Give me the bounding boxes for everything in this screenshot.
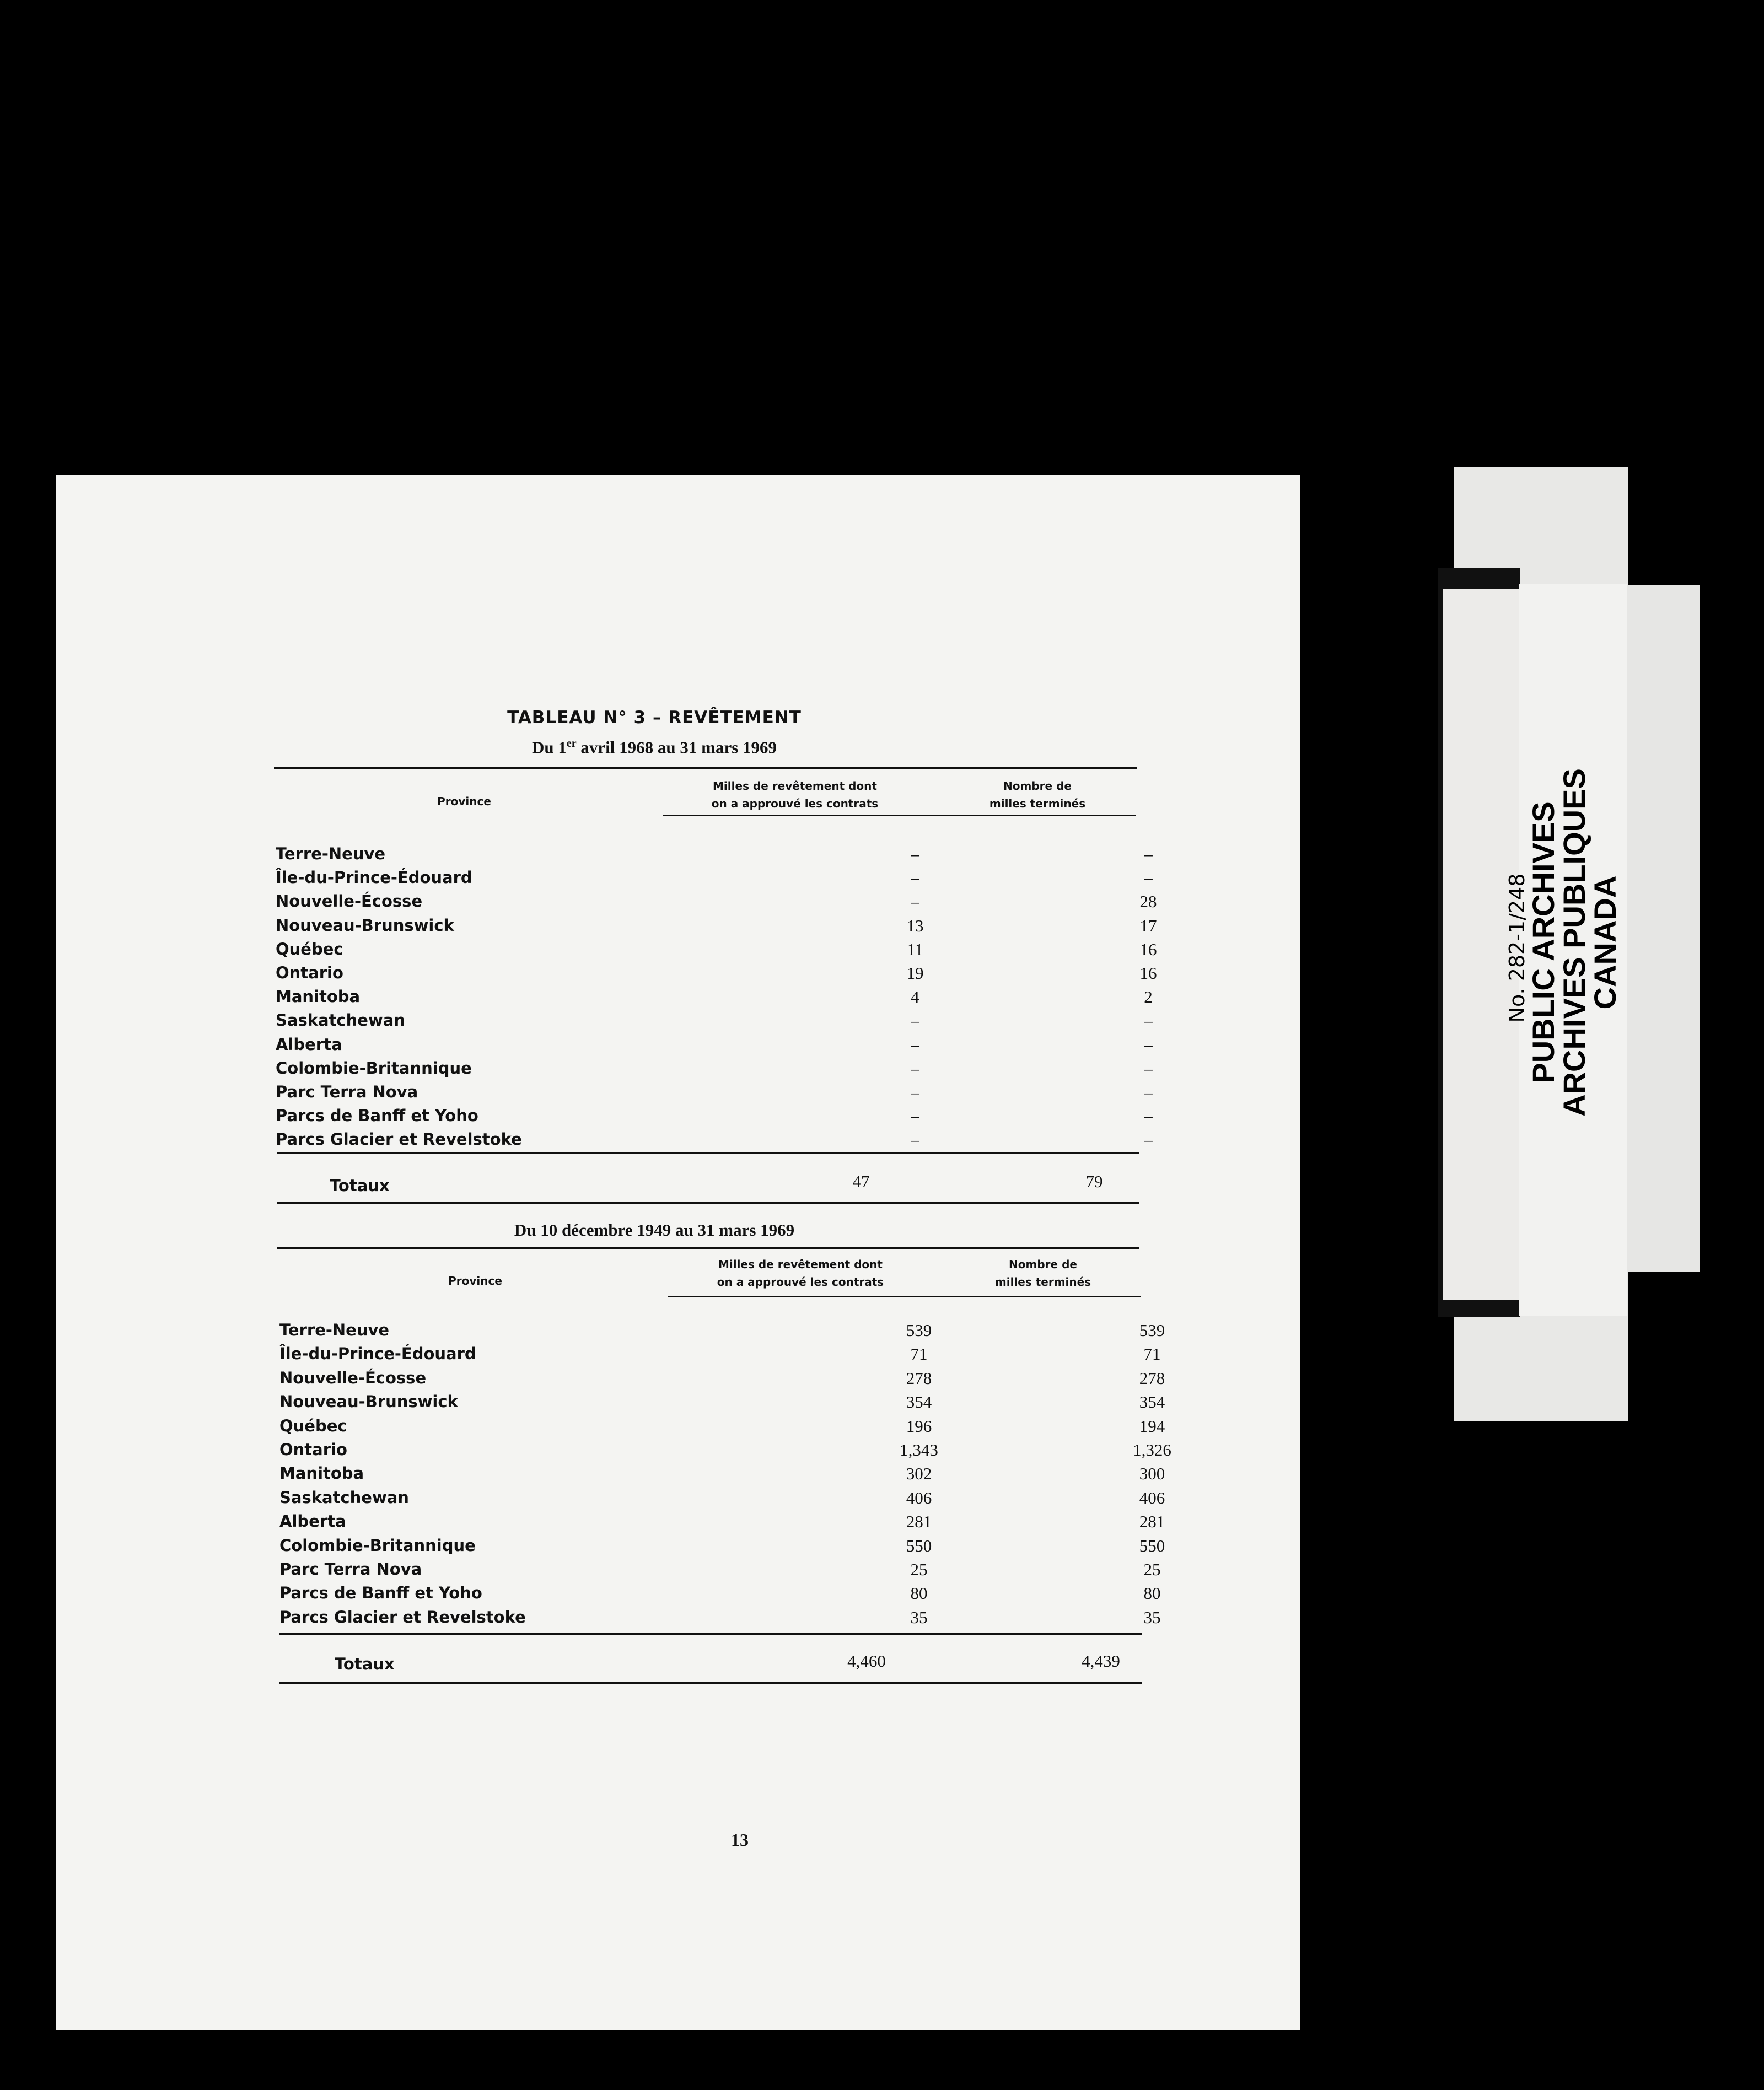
- completed-cell: –: [1144, 1082, 1153, 1102]
- table1-period-prefix: Du 1: [531, 737, 567, 757]
- completed-cell: 354: [1139, 1392, 1165, 1412]
- province-cell: Parc Terra Nova: [276, 1082, 418, 1101]
- contracts-cell: 302: [906, 1464, 932, 1484]
- table-row: [276, 939, 1157, 962]
- province-cell: Colombie-Britannique: [276, 1058, 472, 1078]
- table1-header-province: Province: [437, 795, 491, 808]
- table-row: [276, 963, 1157, 985]
- archive-card-side: [1627, 585, 1700, 1272]
- page-number: 13: [731, 1830, 749, 1850]
- province-cell: Québec: [279, 1416, 347, 1435]
- completed-cell: –: [1144, 1058, 1153, 1078]
- contracts-cell: 13: [906, 915, 924, 935]
- province-cell: Parcs Glacier et Revelstoke: [276, 1130, 522, 1149]
- province-cell: Manitoba: [276, 987, 361, 1006]
- province-cell: Saskatchewan: [279, 1488, 409, 1507]
- contracts-cell: –: [911, 1011, 919, 1031]
- contracts-cell: 354: [906, 1392, 932, 1412]
- table-row: [276, 1011, 1153, 1033]
- completed-cell: 25: [1143, 1560, 1161, 1579]
- table1-header-completed: [960, 777, 1115, 812]
- table2-period: Du 10 décembre 1949 au 31 mars 1969: [514, 1220, 795, 1240]
- table-row: [276, 1082, 1153, 1105]
- table1-top-rule: [274, 767, 1137, 769]
- contracts-cell: 1,343: [900, 1440, 938, 1459]
- table1-header-contracts-line2: on a approuvé les contrats: [711, 797, 879, 810]
- completed-cell: 80: [1143, 1583, 1161, 1603]
- contracts-cell: –: [911, 1058, 919, 1078]
- table-row: [276, 1058, 1153, 1081]
- table1-header-contracts-line1: Milles de revêtement dont: [713, 779, 877, 793]
- province-cell: Île-du-Prince-Édouard: [279, 1344, 476, 1364]
- table2-totals-completed: 4,439: [1082, 1651, 1120, 1671]
- table-row: [279, 1344, 1161, 1366]
- contracts-cell: –: [911, 1130, 919, 1150]
- table1-period-sup: er: [566, 737, 577, 750]
- archive-line3: CANADA: [1588, 875, 1622, 1010]
- contracts-cell: 550: [906, 1536, 932, 1555]
- completed-cell: 28: [1139, 892, 1157, 912]
- province-cell: Terre-Neuve: [276, 844, 386, 863]
- province-cell: Colombie-Britannique: [279, 1536, 476, 1555]
- table2-header-contracts-line2: on a approuvé les contrats: [717, 1275, 884, 1289]
- completed-cell: –: [1144, 1106, 1153, 1126]
- table1-header-completed-line1: Nombre de: [1003, 779, 1072, 793]
- completed-cell: 550: [1139, 1536, 1165, 1555]
- completed-cell: 16: [1139, 963, 1157, 983]
- table2-bottom-rule: [279, 1682, 1142, 1684]
- contracts-cell: –: [911, 844, 919, 864]
- table-row: [279, 1512, 1165, 1534]
- contracts-cell: 35: [910, 1607, 928, 1627]
- completed-cell: –: [1144, 1130, 1153, 1150]
- archive-number: No. 282-1/248: [1505, 873, 1529, 1023]
- table1-totals-completed: 79: [1085, 1172, 1103, 1191]
- contracts-cell: 539: [906, 1321, 932, 1340]
- province-cell: Saskatchewan: [276, 1011, 405, 1030]
- completed-cell: 35: [1143, 1607, 1161, 1627]
- contracts-cell: –: [911, 1035, 919, 1054]
- completed-cell: 71: [1143, 1344, 1161, 1364]
- table1-header-completed-line2: milles terminés: [989, 797, 1086, 810]
- contracts-cell: –: [911, 868, 919, 888]
- table2-header-contracts-line1: Milles de revêtement dont: [718, 1258, 883, 1271]
- table-row: [279, 1416, 1165, 1439]
- province-cell: Parc Terra Nova: [279, 1560, 422, 1579]
- table1-period-suffix: avril 1968 au 31 mars 1969: [576, 737, 777, 757]
- completed-cell: 16: [1139, 939, 1157, 959]
- table2-header-completed-line1: Nombre de: [1009, 1258, 1077, 1271]
- contracts-cell: 11: [907, 939, 923, 959]
- province-cell: Parcs de Banff et Yoho: [279, 1583, 482, 1603]
- completed-cell: –: [1144, 868, 1153, 888]
- province-cell: Île-du-Prince-Édouard: [276, 868, 472, 887]
- document-page: [56, 475, 1300, 2030]
- completed-cell: 281: [1139, 1512, 1165, 1532]
- contracts-cell: –: [911, 1082, 919, 1102]
- province-cell: Ontario: [279, 1440, 347, 1459]
- table-row: [279, 1440, 1171, 1462]
- table-row: [276, 1106, 1153, 1128]
- province-cell: Ontario: [276, 963, 343, 982]
- completed-cell: 539: [1139, 1321, 1165, 1340]
- table-row: [276, 915, 1157, 938]
- table1-header-rule: [663, 815, 1136, 816]
- table-row: [276, 844, 1153, 866]
- province-cell: Terre-Neuve: [279, 1321, 390, 1339]
- table2-header-completed: [966, 1256, 1120, 1291]
- province-cell: Alberta: [276, 1035, 342, 1054]
- table-row: [279, 1321, 1165, 1343]
- archive-line1: PUBLIC ARCHIVES: [1526, 801, 1561, 1084]
- table1-bottom-rule: [277, 1202, 1139, 1204]
- archive-line2: ARCHIVES PUBLIQUES: [1557, 768, 1591, 1117]
- table2-header-province: Province: [448, 1274, 502, 1288]
- table-row: [276, 987, 1153, 1009]
- contracts-cell: 281: [906, 1512, 932, 1532]
- table-row: [279, 1464, 1165, 1486]
- table1-totals-label: Totaux: [330, 1176, 390, 1195]
- province-cell: Parcs Glacier et Revelstoke: [279, 1607, 526, 1626]
- completed-cell: 406: [1139, 1488, 1165, 1507]
- table-row: [276, 1035, 1153, 1057]
- table2-header-rule: [668, 1296, 1141, 1297]
- completed-cell: –: [1144, 844, 1153, 864]
- table-row: [276, 868, 1153, 890]
- table1-totals-contracts: 47: [852, 1172, 870, 1191]
- document-title: TABLEAU N° 3 – REVÊTEMENT: [507, 708, 802, 728]
- completed-cell: 194: [1139, 1416, 1165, 1436]
- table2-totals-label: Totaux: [335, 1655, 395, 1673]
- province-cell: Parcs de Banff et Yoho: [276, 1106, 478, 1125]
- completed-cell: 17: [1139, 915, 1157, 935]
- completed-cell: –: [1144, 1011, 1153, 1031]
- completed-cell: 1,326: [1133, 1440, 1171, 1459]
- contracts-cell: 196: [906, 1416, 932, 1436]
- contracts-cell: 278: [906, 1368, 932, 1388]
- table-row: [279, 1368, 1165, 1391]
- table2-header-completed-line2: milles terminés: [994, 1275, 1091, 1289]
- contracts-cell: 4: [911, 987, 919, 1007]
- table1-period: [277, 737, 1032, 757]
- table1-totals-rule: [277, 1152, 1139, 1154]
- table2-top-rule: [277, 1247, 1139, 1249]
- table2-header-contracts: [674, 1256, 927, 1291]
- table2-totals-contracts: 4,460: [847, 1651, 886, 1671]
- contracts-cell: –: [911, 1106, 919, 1126]
- table-row: [276, 1130, 1153, 1152]
- province-cell: Québec: [276, 939, 343, 958]
- completed-cell: –: [1144, 1035, 1153, 1054]
- table-row: [279, 1536, 1165, 1558]
- contracts-cell: 406: [906, 1488, 932, 1507]
- contracts-cell: 71: [910, 1344, 928, 1364]
- table-row: [279, 1392, 1165, 1414]
- table2-totals-rule: [279, 1633, 1142, 1635]
- contracts-cell: –: [911, 892, 919, 912]
- province-cell: Nouveau-Brunswick: [276, 915, 454, 935]
- province-cell: Alberta: [279, 1512, 346, 1531]
- province-cell: Nouvelle-Écosse: [279, 1368, 427, 1387]
- completed-cell: 278: [1139, 1368, 1165, 1388]
- completed-cell: 300: [1139, 1464, 1165, 1484]
- table-row: [279, 1607, 1161, 1630]
- completed-cell: 2: [1144, 987, 1153, 1007]
- province-cell: Manitoba: [279, 1464, 364, 1483]
- contracts-cell: 25: [910, 1560, 928, 1579]
- table-row: [276, 892, 1157, 914]
- contracts-cell: 19: [906, 963, 924, 983]
- province-cell: Nouveau-Brunswick: [279, 1392, 458, 1412]
- table-row: [279, 1560, 1161, 1582]
- contracts-cell: 80: [910, 1583, 928, 1603]
- province-cell: Nouvelle-Écosse: [276, 892, 423, 911]
- table1-header-contracts: [668, 777, 922, 812]
- table-row: [279, 1488, 1165, 1510]
- table-row: [279, 1583, 1161, 1606]
